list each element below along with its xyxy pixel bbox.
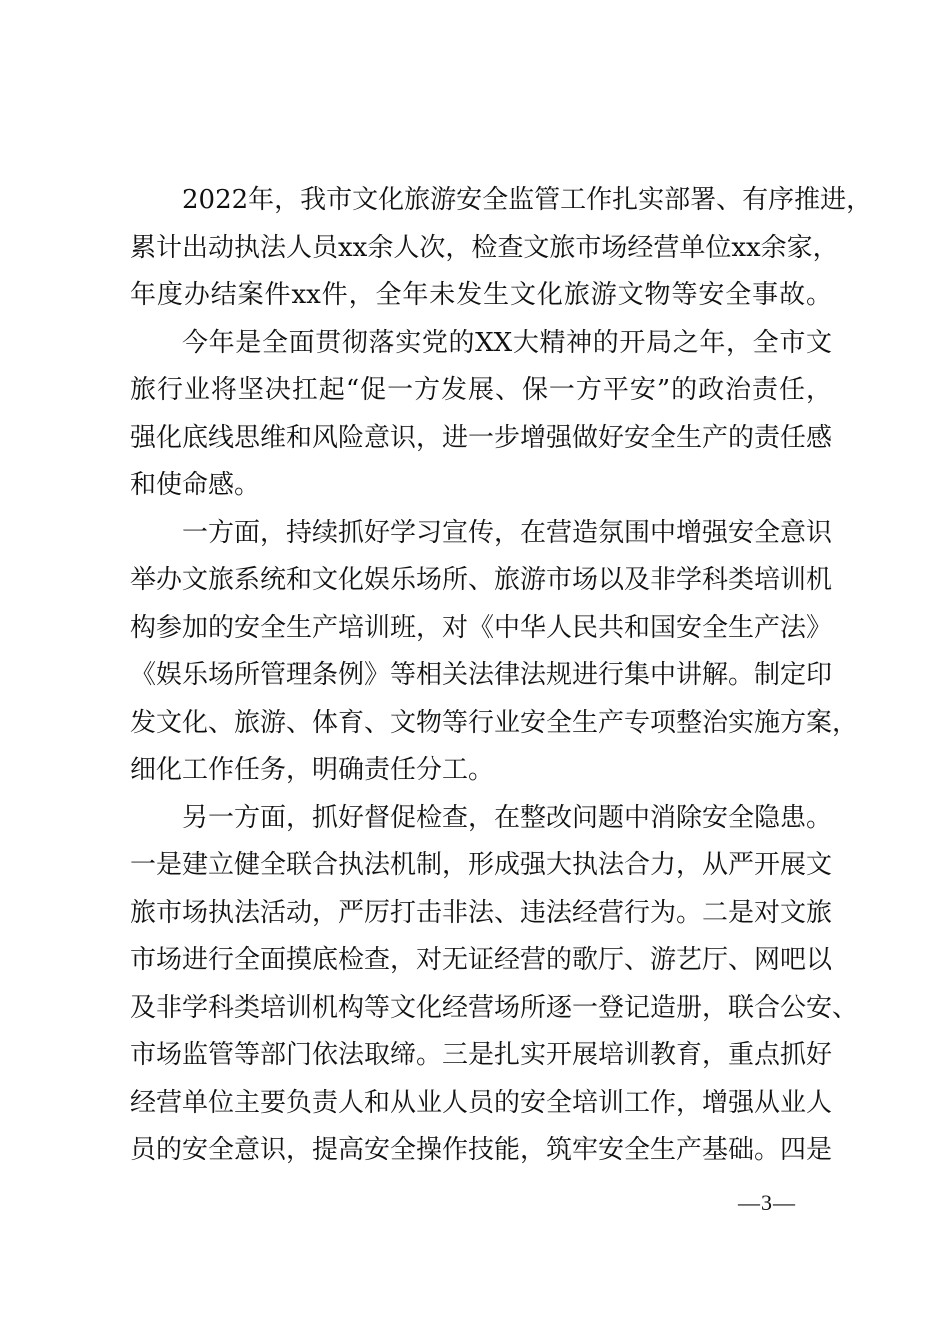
text-line: 另一方面，抓好督促检查，在整改问题中消除安全隐患。	[182, 802, 833, 833]
text-line: 一是建立健全联合执法机制，形成强大执法合力，从严开展文	[130, 850, 833, 880]
text-line: 旅市场执法活动，严厉打击非法、违法经营行为。二是对文旅	[130, 897, 833, 928]
text-line: 《娱乐场所管理条例》等相关法律法规进行集中讲解。制定印	[130, 660, 833, 690]
text-line: 一方面，持续抓好学习宣传，在营造氛围中增强安全意识	[182, 517, 833, 548]
paragraph	[130, 177, 873, 320]
text-line: 经营单位主要负责人和从业人员的安全培训工作，增强从业人	[130, 1087, 833, 1118]
text-line: 市场监管等部门依法取缔。三是扎实开展培训教育，重点抓好	[130, 1040, 833, 1070]
text-line: 员的安全意识，提高安全操作技能，筑牢安全生产基础。四是	[130, 1135, 833, 1165]
text-line: 强化底线思维和风险意识，进一步增强做好安全生产的责任感	[130, 422, 833, 453]
text-line: 年度办结案件xx件，全年未发生文化旅游文物等安全事故。	[130, 280, 832, 310]
text-line: 市场进行全面摸底检查，对无证经营的歌厅、游艺厅、网吧以	[130, 945, 833, 975]
page-number: —3—	[738, 1190, 796, 1215]
paragraph	[130, 795, 859, 1175]
text-line: 举办文旅系统和文化娱乐场所、旅游市场以及非学科类培训机	[130, 565, 833, 595]
text-line: 细化工作任务，明确责任分工。	[130, 755, 495, 785]
text-line: 及非学科类培训机构等文化经营场所逐一登记造册，联合公安、	[130, 992, 859, 1023]
paragraph	[130, 510, 859, 795]
text-line: 累计出动执法人员xx余人次，检查文旅市场经营单位xx余家，	[130, 232, 839, 263]
text-line: 构参加的安全生产培训班，对《中华人民共和国安全生产法》	[130, 612, 833, 643]
paragraph	[130, 320, 832, 510]
text-line: 今年是全面贯彻落实党的XX大精神的开局之年，全市文	[182, 327, 832, 358]
text-line: 和使命感。	[130, 470, 261, 500]
body-text	[130, 177, 873, 1175]
text-line: 旅行业将坚决扛起“促一方发展、保一方平安”的政治责任，	[130, 375, 832, 405]
text-line: 发文化、旅游、体育、文物等行业安全生产专项整治实施方案，	[130, 707, 859, 738]
text-line: 2022年，我市文化旅游安全监管工作扎实部署、有序推进，	[182, 185, 873, 215]
